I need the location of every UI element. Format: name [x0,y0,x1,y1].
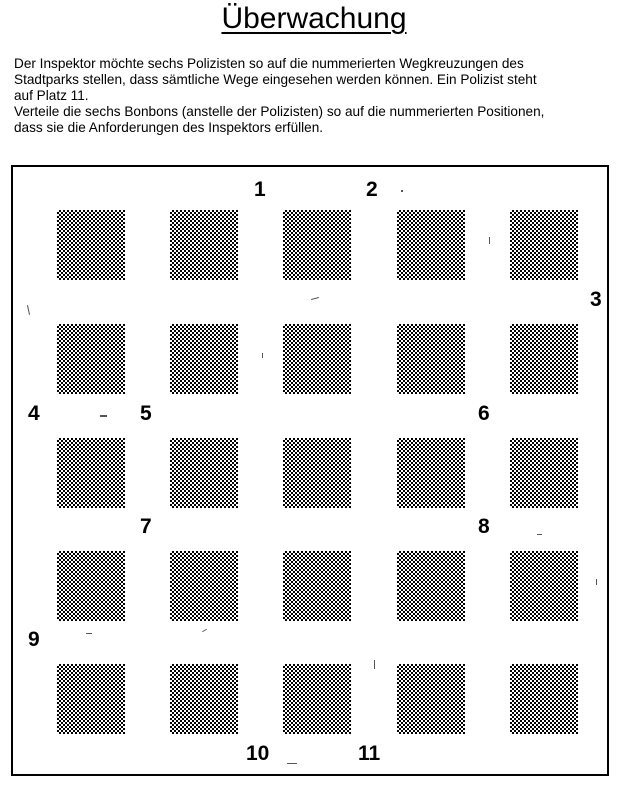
park-block [170,324,238,394]
scan-speck [489,237,490,244]
task-line: Der Inspektor möchte sechs Polizisten so auf die nummerierten Wegkreuzungen des [14,56,524,71]
position-2[interactable]: 2 [366,178,378,201]
position-8[interactable]: 8 [478,515,490,538]
park-block [510,324,578,394]
park-block [57,664,125,734]
scan-speck [311,297,319,300]
park-block [283,664,351,734]
park-block [397,210,465,280]
park-block [170,210,238,280]
park-block [57,210,125,280]
task-line: dass sie die Anforderungen des Inspektors erfüllen. [14,120,324,135]
task-line: Stadtparks stellen, dass sämtliche Wege eingesehen werden können. Ein Polizist steht [14,72,537,87]
park-block [283,438,351,508]
park-block [510,210,578,280]
scan-speck [596,579,597,585]
park-block [170,664,238,734]
park-block [170,551,238,621]
scan-speck [374,660,375,669]
park-block [57,551,125,621]
scan-speck [86,633,92,634]
park-block [397,664,465,734]
park-block [57,324,125,394]
task-line: Verteile die sechs Bonbons (anstelle der Polizisten) so auf die nummerierten Positionen, [14,104,545,119]
scan-speck [287,763,297,764]
park-block [397,551,465,621]
park-block [283,210,351,280]
position-3[interactable]: 3 [590,288,602,311]
position-7[interactable]: 7 [140,515,152,538]
park-block [397,438,465,508]
position-10[interactable]: 10 [246,742,270,765]
scan-speck [401,190,403,192]
park-block [57,438,125,508]
park-block [510,438,578,508]
position-5[interactable]: 5 [140,402,152,425]
park-block [510,551,578,621]
park-block [283,551,351,621]
page-title: Überwachung [221,2,407,35]
scan-speck [537,534,542,535]
position-9[interactable]: 9 [28,628,40,651]
scan-speck [100,415,107,417]
task-line: auf Platz 11. [14,88,89,103]
park-block [170,438,238,508]
position-4[interactable]: 4 [28,402,40,425]
park-block [397,324,465,394]
scan-speck [27,305,30,315]
scan-speck [262,353,263,358]
position-6[interactable]: 6 [478,402,490,425]
position-11[interactable]: 11 [358,742,381,765]
scan-speck [202,629,207,632]
park-map [11,165,609,776]
task-description [14,56,614,136]
position-1[interactable]: 1 [254,178,266,201]
park-block [510,664,578,734]
park-block [283,324,351,394]
